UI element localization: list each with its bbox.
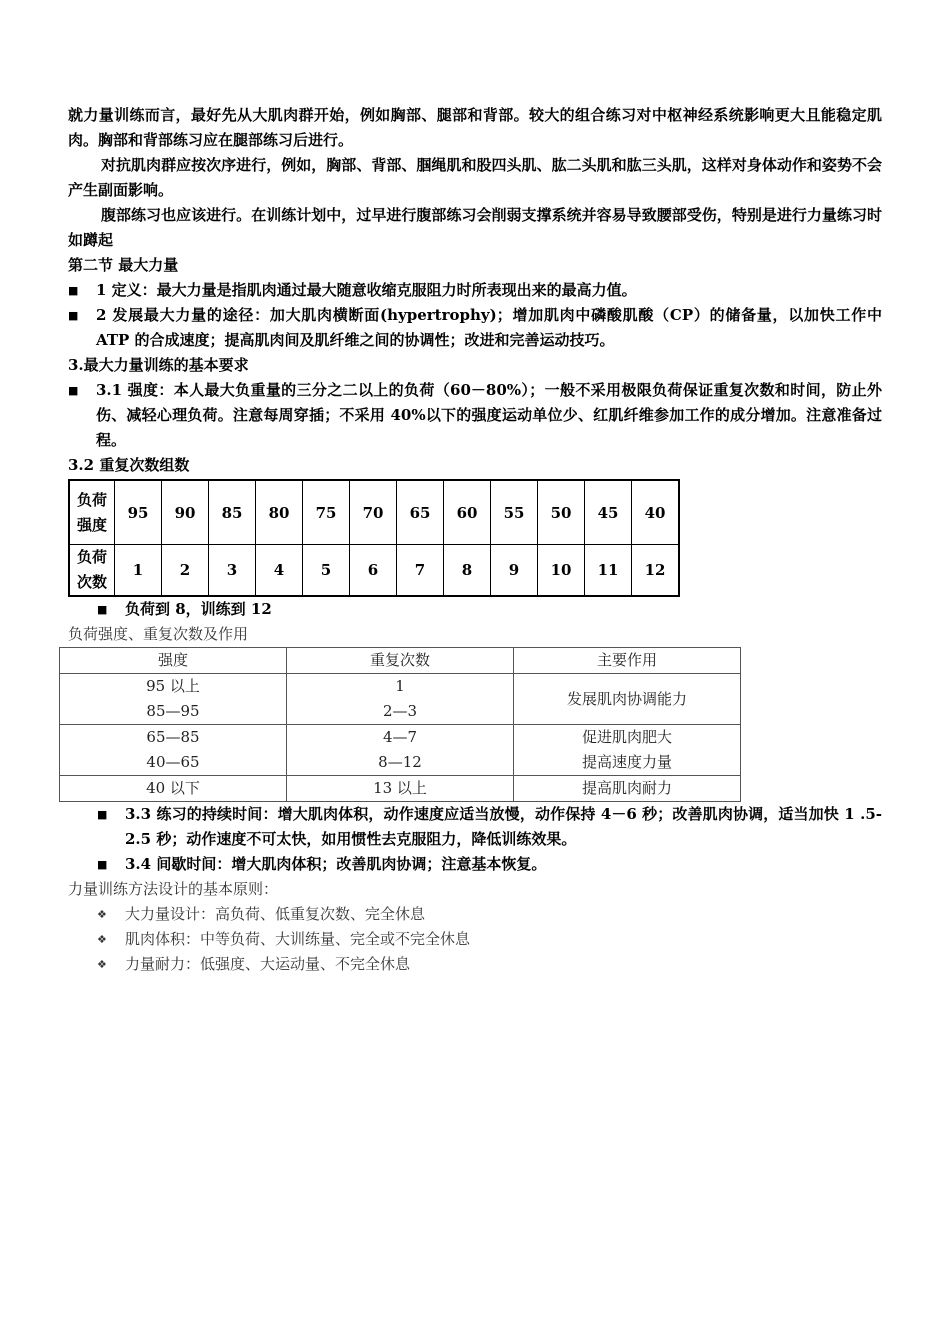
paragraph-3: 腹部练习也应该进行。在训练计划中，过早进行腹部练习会削弱支撑系统并容易导致腰部受伤，特别是进行力量练习时如蹲起 [68,206,882,249]
definition-text: 1 定义：最大力量是指肌肉通过最大随意收缩克服阻力时所表现出来的最高力值。 [96,281,637,299]
table-cell: 55 [491,480,538,545]
rest-item [68,852,882,877]
cell-line: 发展肌肉协调能力 [566,689,687,708]
cell-line: 95 以上 [146,677,200,695]
table-cell: 95 [115,480,162,545]
section-heading: 第二节 最大力量 [68,256,179,274]
table-cell: 50 [538,480,585,545]
table-cell: 6 [350,545,397,597]
principle-item [68,902,882,927]
principles-title: 力量训练方法设计的基本原则： [68,880,279,898]
table-cell [514,674,741,725]
cell-line: 1 [395,677,405,695]
approach-item [68,303,882,353]
square-bullet-icon: ■ [68,284,79,297]
cell-line: 85—95 [146,702,200,720]
duration-text: 3.3 练习的持续时间：增大肌肉体积，动作速度应适当放慢，动作保持 4－6 秒；改善肌肉协调，适当加快 1 .5-2.5 秒；动作速度不可太快，如用惯性去克服阻力，降低训练效果。 [125,805,882,848]
document-page [68,103,882,977]
diamond-bullet-icon: ❖ [97,933,107,946]
cell-line: 40—65 [146,753,200,771]
paragraph-1: 就力量训练而言，最好先从大肌肉群开始，例如胸部、腿部和背部。较大的组合练习对中枢神经系统影响更大且能稳定肌肉。胸部和背部练习应在腿部练习后进行。 [68,106,882,149]
cell-line: 8—12 [378,753,422,771]
table-cell [60,674,287,725]
diamond-bullet-icon: ❖ [97,908,107,921]
principle-item [68,952,882,977]
table-cell: 2 [162,545,209,597]
table-cell: 9 [491,545,538,597]
table-cell: 3 [209,545,256,597]
column-header: 重复次数 [287,648,514,674]
table-cell: 13 以上 [287,776,514,802]
cell-line: 提高速度力量 [581,753,672,771]
principle-text: 力量耐力：低强度、大运动量、不完全休息 [125,955,411,973]
cell-line: 65—85 [146,728,200,746]
load-intensity-row [69,480,679,545]
table-cell: 60 [444,480,491,545]
table-cell: 70 [350,480,397,545]
table-header-row [60,648,741,674]
table-cell: 80 [256,480,303,545]
load-reps-row [69,545,679,597]
table-cell: 40 [632,480,680,545]
table-cell: 提高肌肉耐力 [514,776,741,802]
load-note-text: 负荷到 8，训练到 12 [125,600,272,618]
paragraph-2: 对抗肌肉群应按次序进行，例如，胸部、背部、腘绳肌和股四头肌、肱二头肌和肱三头肌，这样对身体动作和姿势不会产生副面影响。 [68,156,882,199]
table-row [60,674,741,725]
principle-item [68,927,882,952]
principle-text: 肌肉体积：中等负荷、大训练量、完全或不完全休息 [125,930,471,948]
square-bullet-icon: ■ [97,603,108,616]
table-row [60,725,741,776]
row-header: 负荷次数 [69,545,115,597]
table-cell: 4 [256,545,303,597]
approach-text: 2 发展最大力量的途径：加大肌肉横断面(hypertrophy)；增加肌肉中磷酸肌酸（CP）的储备量，以加快工作中ATP 的合成速度；提高肌肉间及肌纤维之间的协调性；改进和完善运动技巧。 [96,306,882,349]
table-cell [514,725,741,776]
table-row [60,776,741,802]
table-cell: 40 以下 [60,776,287,802]
square-bullet-icon: ■ [97,858,108,871]
table-cell: 8 [444,545,491,597]
cell-line: 4—7 [382,728,418,746]
square-bullet-icon: ■ [97,808,108,821]
cell-line: 促进肌肉肥大 [581,728,672,746]
table-cell: 10 [538,545,585,597]
table-cell [287,725,514,776]
table-cell: 75 [303,480,350,545]
load-note [68,597,882,622]
table-cell: 45 [585,480,632,545]
table-cell: 5 [303,545,350,597]
square-bullet-icon: ■ [68,384,79,397]
intensity-item [68,378,882,453]
table-caption: 负荷强度、重复次数及作用 [68,625,249,643]
intensity-text: 3.1 强度：本人最大负重量的三分之二以上的负荷（60－80%）；一般不采用极限负荷保证重复次数和时间，防止外伤、减轻心理负荷。注意每周穿插；不采用 40%以下的强度运动单位少、红肌纤维参加工作的成分增加。注意准备过程。 [96,381,882,449]
intensity-effect-table [59,647,741,802]
table-cell: 90 [162,480,209,545]
table-cell: 12 [632,545,680,597]
table-cell: 65 [397,480,444,545]
reps-heading: 3.2 重复次数组数 [68,456,190,474]
diamond-bullet-icon: ❖ [97,958,107,971]
table-cell [60,725,287,776]
definition-item [68,278,882,303]
column-header: 强度 [60,648,287,674]
principle-text: 大力量设计：高负荷、低重复次数、完全休息 [125,905,426,923]
table-cell: 1 [115,545,162,597]
table-cell: 7 [397,545,444,597]
table-cell [287,674,514,725]
square-bullet-icon: ■ [68,309,79,322]
cell-line: 2—3 [382,702,418,720]
column-header: 主要作用 [514,648,741,674]
duration-item [68,802,882,852]
row-header: 负荷强度 [69,480,115,545]
rest-text: 3.4 间歇时间：增大肌肉体积；改善肌肉协调；注意基本恢复。 [125,855,547,873]
requirements-heading: 3.最大力量训练的基本要求 [68,356,249,374]
table-cell: 85 [209,480,256,545]
load-table [68,479,680,597]
table-cell: 11 [585,545,632,597]
